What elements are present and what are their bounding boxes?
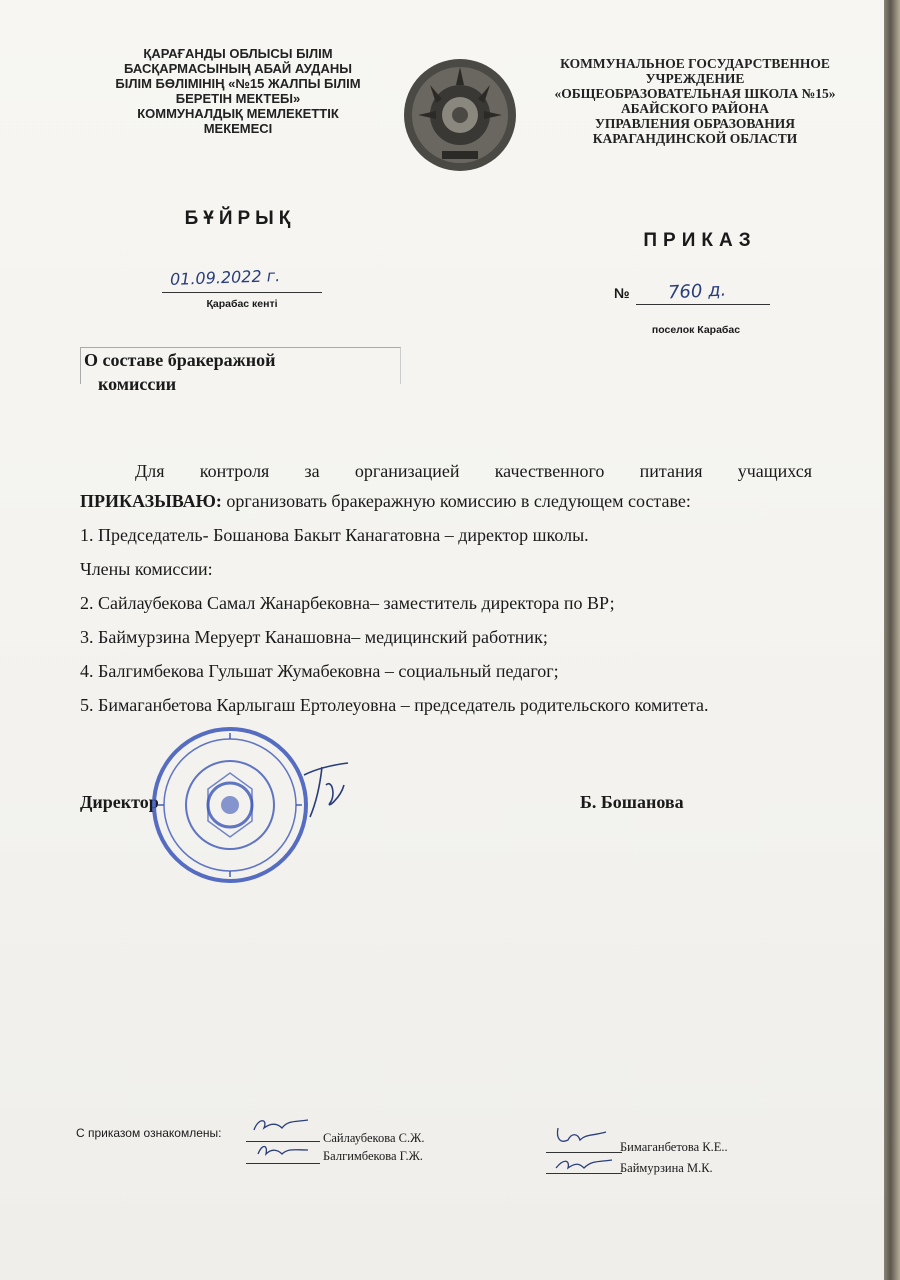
acknowledged-name: Баймурзина М.К. <box>620 1161 713 1175</box>
order-title-ru: ПРИКАЗ <box>643 230 757 251</box>
header-left-line: ҚАРАҒАНДЫ ОБЛЫСЫ БІЛІМ <box>143 46 333 61</box>
director-signature-icon <box>296 755 356 825</box>
order-keyword: ПРИКАЗЫВАЮ: <box>80 491 222 511</box>
intro-paragraph: Для контроля за организацией качественного питания учащихся <box>135 461 812 481</box>
header-right-line: УПРАВЛЕНИЯ ОБРАЗОВАНИЯ <box>595 116 795 131</box>
place-ru: поселок Карабас <box>651 324 741 336</box>
header-left-line: КОММУНАЛДЫҚ МЕМЛЕКЕТТІК <box>137 106 339 121</box>
state-emblem-icon <box>400 55 520 175</box>
acknowledged-name: Бимаганбетова К.Е.. <box>620 1140 728 1154</box>
subject-line: О составе бракеражной <box>84 350 276 370</box>
members-label: Члены комиссии: <box>80 559 213 579</box>
header-left-kz <box>78 46 398 136</box>
header-right-line: «ОБЩЕОБРАЗОВАТЕЛЬНАЯ ШКОЛА №15» <box>554 86 836 101</box>
list-item: 1. Председатель- Бошанова Бакыт Канагатовна – директор школы. <box>80 525 589 545</box>
header-left-line: БЕРЕТІН МЕКТЕБІ» <box>175 91 301 106</box>
signature-icon <box>248 1112 318 1138</box>
director-label: Директор <box>80 792 159 812</box>
subject-line: комиссии <box>98 374 177 394</box>
order-title-kz: БҰЙРЫҚ <box>184 208 296 229</box>
header-left-line: БІЛІМ БӨЛІМІНІҢ «№15 ЖАЛПЫ БІЛІМ <box>115 76 361 91</box>
list-item: 2. Сайлаубекова Самал Жанарбековна– заместитель директора по ВР; <box>80 593 615 613</box>
list-item: 5. Бимаганбетова Карлыгаш Ертолеуовна – председатель родительского комитета. <box>80 695 709 715</box>
school-seal-icon <box>150 725 310 885</box>
header-right-ru <box>530 56 860 146</box>
list-item: 3. Баймурзина Меруерт Канашовна– медицинский работник; <box>80 627 548 647</box>
director-name: Б. Бошанова <box>580 792 684 812</box>
intro-rest: организовать бракеражную комиссию в следующем составе: <box>221 491 691 511</box>
header-right-line: КАРАГАНДИНСКОЙ ОБЛАСТИ <box>592 131 798 146</box>
acknowledgement-label: С приказом ознакомлены: <box>76 1126 222 1140</box>
order-subject <box>80 347 401 394</box>
signature-underline <box>546 1172 622 1174</box>
header-right-line: АБАЙСКОГО РАЙОНА <box>620 101 770 116</box>
acknowledged-name: Сайлаубекова С.Ж. <box>323 1131 425 1145</box>
order-number-label: № <box>614 285 630 301</box>
header-left-line: БАСҚАРМАСЫНЫҢ АБАЙ АУДАНЫ <box>124 61 352 76</box>
place-kz: Қарабас кенті <box>206 298 278 310</box>
page-edge <box>884 0 900 1280</box>
header-right-line: УЧРЕЖДЕНИЕ <box>645 71 745 86</box>
order-date: 01.09.2022 г. <box>169 266 281 289</box>
header-right-line: КОММУНАЛЬНОЕ ГОСУДАРСТВЕННОЕ <box>560 56 830 71</box>
order-body <box>80 458 812 718</box>
list-item: 4. Балгимбекова Гульшат Жумабековна – социальный педагог; <box>80 661 559 681</box>
signature-underline <box>246 1162 320 1164</box>
order-number: 760 д. <box>667 279 727 304</box>
signature-icon <box>250 1140 320 1164</box>
signature-icon <box>550 1122 620 1148</box>
acknowledged-name: Балгимбекова Г.Ж. <box>323 1149 423 1163</box>
header-left-line: МЕКЕМЕСІ <box>203 121 273 136</box>
intro-continuation <box>80 488 812 514</box>
